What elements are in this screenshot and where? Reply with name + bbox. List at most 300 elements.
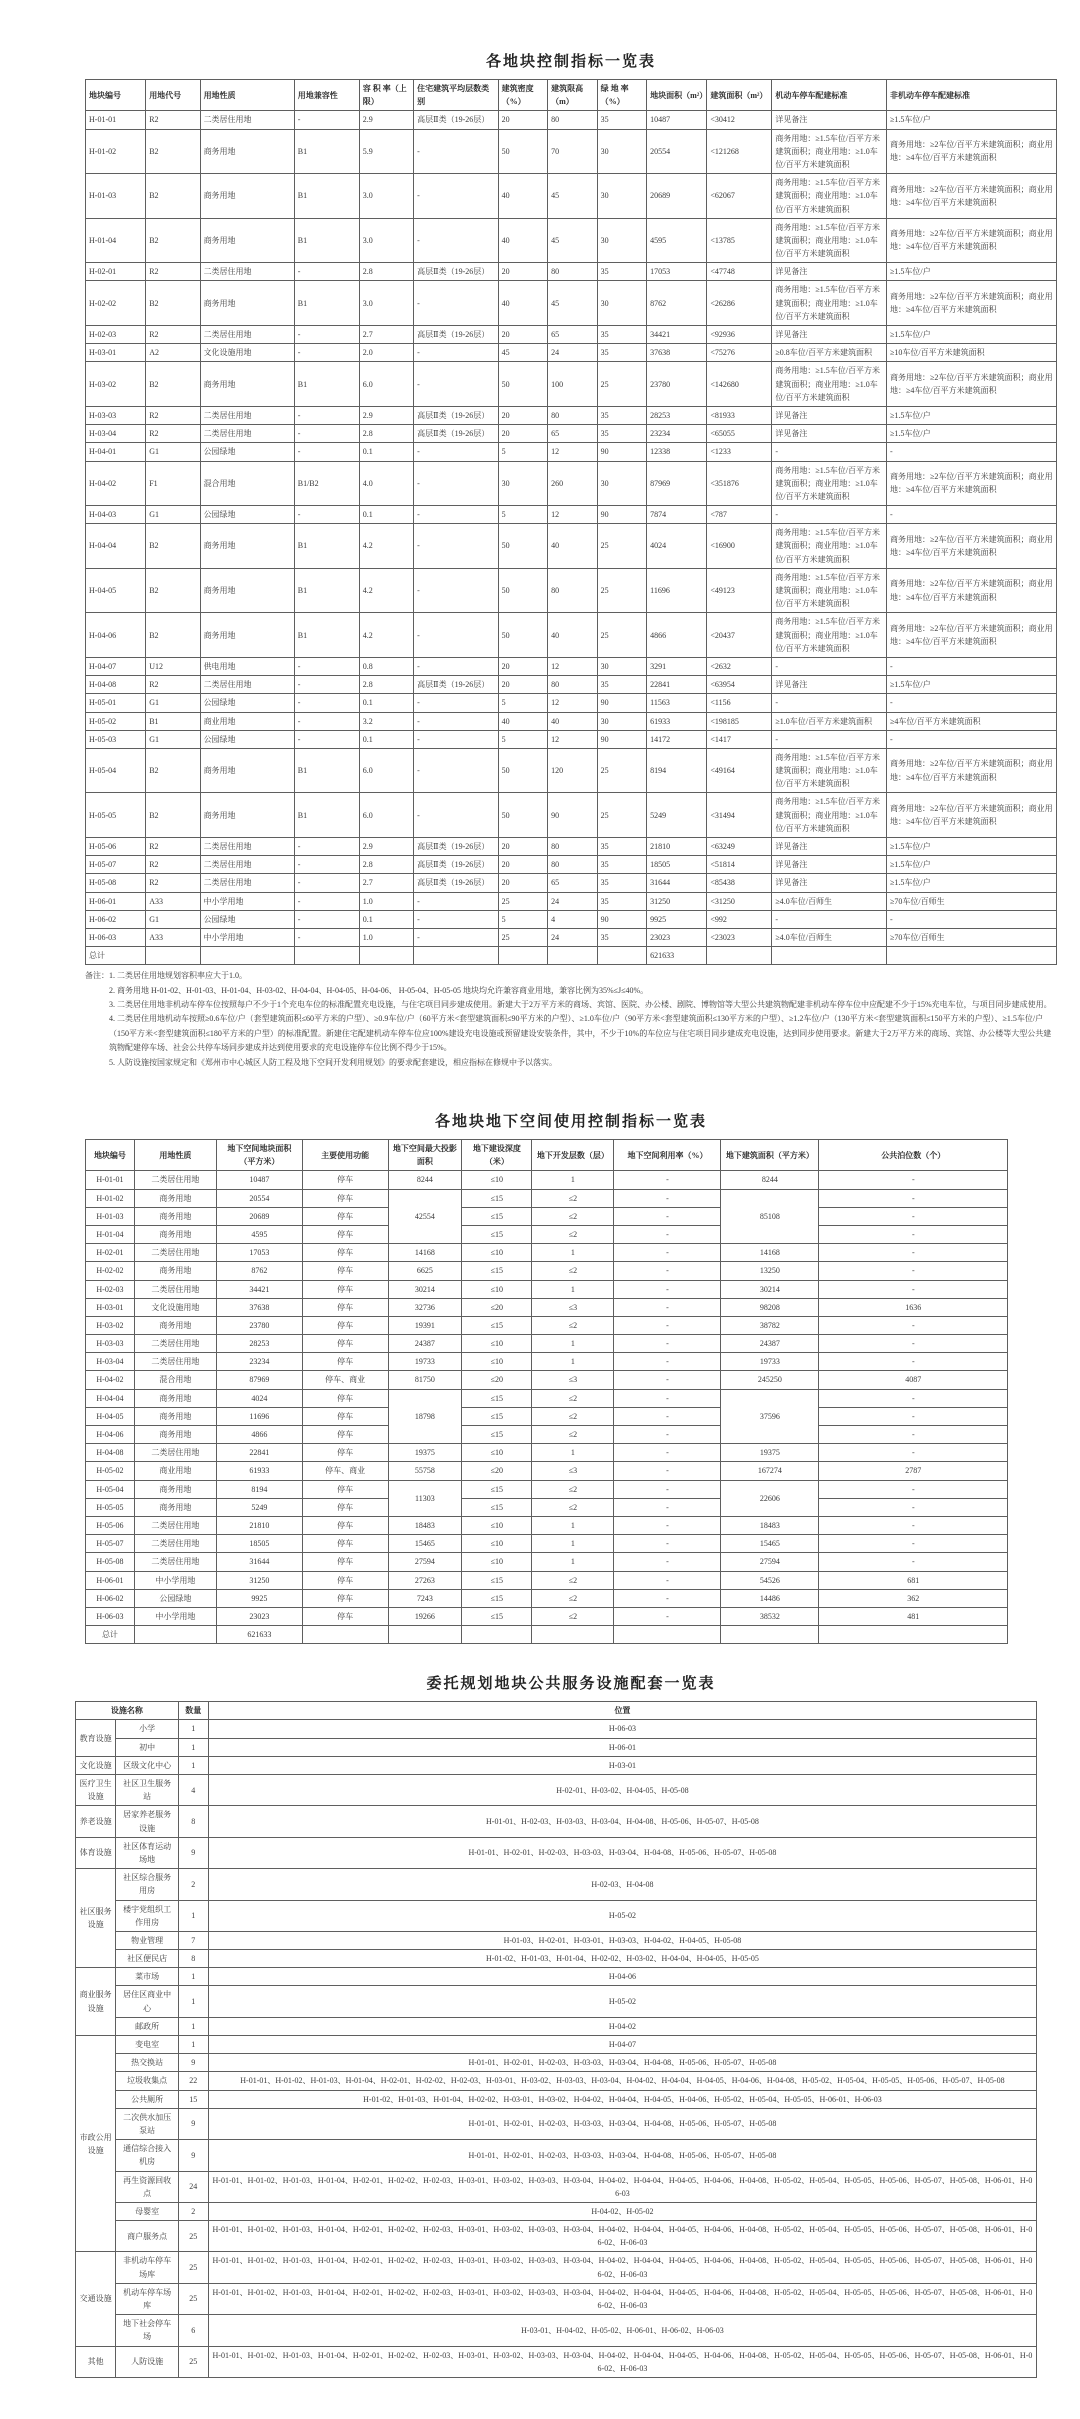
plot-control-cell: 23234 — [647, 425, 707, 443]
plot-control-cell: 30 — [597, 129, 647, 174]
plot-control-cell: 公园绿地 — [200, 730, 294, 748]
underground-cell: 1 — [532, 1553, 614, 1571]
underground-row — [86, 1407, 1008, 1425]
facility-cell: 2 — [178, 2202, 208, 2220]
underground-cell: 停车 — [302, 1607, 388, 1625]
underground-cell: 19733 — [721, 1353, 819, 1371]
facility-row — [76, 2017, 1037, 2035]
facility-cell: 变电室 — [116, 2036, 178, 2054]
plot-control-cell: 0.1 — [359, 443, 413, 461]
facility-row — [76, 2072, 1037, 2090]
plot-control-cell: 公园绿地 — [200, 443, 294, 461]
underground-cell: 1 — [532, 1535, 614, 1553]
underground-cell: 28253 — [216, 1335, 302, 1353]
plot-control-cell: <121268 — [707, 129, 772, 174]
underground-row — [86, 1444, 1008, 1462]
plot-control-cell: B2 — [146, 129, 200, 174]
underground-cell — [302, 1626, 388, 1644]
plot-control-cell: 1.0 — [359, 892, 413, 910]
plot-control-cell: - — [414, 506, 498, 524]
plot-control-cell — [200, 947, 294, 965]
underground-cell: 15465 — [721, 1535, 819, 1553]
underground-cell: - — [614, 1225, 721, 1243]
plot-control-cell: 20 — [498, 838, 548, 856]
underground-row — [86, 1462, 1008, 1480]
underground-cell: - — [819, 1335, 1008, 1353]
underground-cell: 98208 — [721, 1298, 819, 1316]
underground-cell: H-06-03 — [86, 1607, 135, 1625]
facility-row — [76, 2221, 1037, 2252]
underground-cell: 18483 — [721, 1516, 819, 1534]
plot-control-cell: B1 — [294, 568, 359, 613]
facility-cell: 母婴室 — [116, 2202, 178, 2220]
plot-control-cell: B2 — [146, 793, 200, 838]
plot-control-cell: H-03-03 — [86, 406, 146, 424]
plot-control-cell: 17053 — [647, 263, 707, 281]
plot-control-cell: 31250 — [647, 892, 707, 910]
plot-control-cell: 公园绿地 — [200, 910, 294, 928]
plot-control-cell: - — [294, 406, 359, 424]
plot-control-cell: 商务用地 — [200, 362, 294, 407]
plot-control-cell: 80 — [548, 856, 598, 874]
plot-control-cell: 5 — [498, 443, 548, 461]
plot-control-cell: 30 — [597, 657, 647, 675]
underground-cell: ≤20 — [462, 1462, 532, 1480]
plot-control-cell: - — [294, 712, 359, 730]
plot-control-cell: 28253 — [647, 406, 707, 424]
facility-row — [76, 1738, 1037, 1756]
facility-cell: 小学 — [116, 1720, 178, 1738]
plot-control-cell: H-02-01 — [86, 263, 146, 281]
underground-cell: 1 — [532, 1353, 614, 1371]
underground-cell: 245250 — [721, 1371, 819, 1389]
plot-control-cell: 0.1 — [359, 694, 413, 712]
facility-cell: H-01-01、H-02-01、H-02-03、H-03-03、H-03-04、H-04-08、H-05-06、H-05-07、H-05-08 — [208, 1837, 1037, 1868]
underground-header-cell: 地下建设深度（米） — [462, 1140, 532, 1171]
underground-header-cell: 地下建筑面积（平方米） — [721, 1140, 819, 1171]
underground-cell: 商务用地 — [134, 1426, 216, 1444]
underground-cell: 30214 — [721, 1280, 819, 1298]
plot-control-cell: H-05-06 — [86, 838, 146, 856]
facility-row — [76, 1968, 1037, 1986]
plot-control-cell: 4.2 — [359, 524, 413, 569]
plot-control-cell: H-06-03 — [86, 928, 146, 946]
underground-row — [86, 1498, 1008, 1516]
plot-control-cell: 商务用地 — [200, 129, 294, 174]
facility-row — [76, 2202, 1037, 2220]
plot-control-cell: 商务用地：≥2车位/百平方米建筑面积；商业用地：≥4车位/百平方米建筑面积 — [886, 613, 1056, 658]
plot-control-cell: 高层Ⅱ类（19-26层） — [414, 838, 498, 856]
plot-control-cell: 12 — [548, 730, 598, 748]
plot-control-cell: - — [414, 362, 498, 407]
underground-cell: 34421 — [216, 1280, 302, 1298]
facility-row — [76, 2054, 1037, 2072]
plot-control-cell: - — [414, 910, 498, 928]
underground-cell: 停车 — [302, 1335, 388, 1353]
facility-cell: 24 — [178, 2171, 208, 2202]
plot-control-cell: 50 — [498, 793, 548, 838]
underground-row — [86, 1262, 1008, 1280]
plot-control-cell: 总计 — [86, 947, 146, 965]
underground-row — [86, 1207, 1008, 1225]
plot-control-cell: - — [414, 712, 498, 730]
facility-cell: 9 — [178, 2140, 208, 2171]
facility-cell: 1 — [178, 1968, 208, 1986]
underground-cell: H-04-08 — [86, 1444, 135, 1462]
facility-row — [76, 2108, 1037, 2139]
plot-control-cell: 45 — [498, 344, 548, 362]
facility-cell: 通信综合接入机房 — [116, 2140, 178, 2171]
facility-cell: 9 — [178, 2108, 208, 2139]
plot-control-cell: 商务用地：≥2车位/百平方米建筑面积；商业用地：≥4车位/百平方米建筑面积 — [886, 362, 1056, 407]
plot-control-cell: <351876 — [707, 461, 772, 506]
plot-control-cell: H-03-04 — [86, 425, 146, 443]
plot-control-header-cell: 住宅建筑平均层数类别 — [414, 80, 498, 111]
facility-cell: H-04-07 — [208, 2036, 1037, 2054]
facility-cell: 社区服务设施 — [76, 1869, 116, 1968]
plot-control-cell: 35 — [597, 874, 647, 892]
plot-control-cell: 50 — [498, 613, 548, 658]
underground-cell: - — [614, 1535, 721, 1553]
underground-cell: 681 — [819, 1571, 1008, 1589]
plot-control-cell: - — [772, 657, 887, 675]
plot-control-row — [86, 568, 1057, 613]
plot-control-cell: 9925 — [647, 910, 707, 928]
underground-cell: ≤10 — [462, 1535, 532, 1553]
plot-control-header-cell: 建筑限高（m） — [548, 80, 598, 111]
plot-control-cell — [886, 947, 1056, 965]
underground-cell: 商务用地 — [134, 1189, 216, 1207]
underground-cell: H-05-06 — [86, 1516, 135, 1534]
underground-cell: ≤2 — [532, 1426, 614, 1444]
facility-cell: 居住区商业中心 — [116, 1986, 178, 2017]
underground-row — [86, 1316, 1008, 1334]
plot-control-cell: B2 — [146, 613, 200, 658]
plot-control-cell: H-03-01 — [86, 344, 146, 362]
facility-row — [76, 2346, 1037, 2377]
underground-cell: H-01-04 — [86, 1225, 135, 1243]
plot-control-cell: H-01-03 — [86, 174, 146, 219]
underground-cell: 19266 — [388, 1607, 462, 1625]
underground-cell: 30214 — [388, 1280, 462, 1298]
plot-control-cell: R2 — [146, 425, 200, 443]
underground-cell — [819, 1626, 1008, 1644]
plot-control-cell: 1.0 — [359, 928, 413, 946]
underground-cell: ≤20 — [462, 1298, 532, 1316]
underground-cell: ≤3 — [532, 1371, 614, 1389]
underground-row — [86, 1171, 1008, 1189]
underground-cell: - — [819, 1280, 1008, 1298]
facility-header-cell: 数量 — [178, 1702, 208, 1720]
plot-control-row — [86, 892, 1057, 910]
facility-cell: 医疗卫生设施 — [76, 1775, 116, 1806]
underground-cell: - — [819, 1189, 1008, 1207]
plot-control-cell: 5 — [498, 506, 548, 524]
plot-control-cell: 30 — [597, 174, 647, 219]
underground-cell: 13250 — [721, 1262, 819, 1280]
plot-control-cell: 3.2 — [359, 712, 413, 730]
facility-row — [76, 1986, 1037, 2017]
underground-cell: 85108 — [721, 1189, 819, 1244]
facility-cell: 6 — [178, 2315, 208, 2346]
underground-cell: 中小学用地 — [134, 1607, 216, 1625]
plot-control-cell: 65 — [548, 326, 598, 344]
underground-cell: 24387 — [721, 1335, 819, 1353]
underground-cell: 18483 — [388, 1516, 462, 1534]
plot-control-cell: - — [414, 174, 498, 219]
notes-label: 备注： — [85, 971, 109, 981]
underground-cell: - — [614, 1516, 721, 1534]
underground-cell: - — [819, 1389, 1008, 1407]
underground-cell: 1 — [532, 1280, 614, 1298]
plot-control-cell: 5 — [498, 694, 548, 712]
underground-header-cell: 地下开发层数（层） — [532, 1140, 614, 1171]
plot-control-cell: 二类居住用地 — [200, 425, 294, 443]
facility-cell: 25 — [178, 2283, 208, 2314]
underground-cell: 7243 — [388, 1589, 462, 1607]
plot-control-cell: - — [414, 461, 498, 506]
plot-control-cell: - — [294, 892, 359, 910]
plot-control-cell: 7874 — [647, 506, 707, 524]
underground-cell: 二类居住用地 — [134, 1535, 216, 1553]
plot-control-cell: - — [294, 838, 359, 856]
underground-cell: - — [614, 1298, 721, 1316]
plot-control-cell: 2.9 — [359, 406, 413, 424]
note-line-1: 1. 二类居住用地规划容积率应大于1.0。 — [109, 971, 247, 981]
plot-control-cell: 详见备注 — [772, 838, 887, 856]
facility-cell: H-01-01、H-01-02、H-01-03、H-01-04、H-02-01、H-02-02、H-02-03、H-03-01、H-03-02、H-03-03、H-03-04、H-04-02、H-04-04、H-04-05、H-04-06、H-04-08、H-05-02、H-05-04、H-05-05、H-05-06、H-05-07、H-05-08、H-06-01、H-06-02、H-06-03 — [208, 2252, 1037, 2283]
plot-control-cell: 二类居住用地 — [200, 326, 294, 344]
plot-control-cell: 100 — [548, 362, 598, 407]
underground-cell: 38532 — [721, 1607, 819, 1625]
plot-control-cell: <16900 — [707, 524, 772, 569]
underground-cell: 1 — [532, 1335, 614, 1353]
plot-control-cell: 2.8 — [359, 856, 413, 874]
underground-row — [86, 1335, 1008, 1353]
plot-control-cell: <49123 — [707, 568, 772, 613]
plot-control-cell: 61933 — [647, 712, 707, 730]
plot-control-cell: 18505 — [647, 856, 707, 874]
plot-control-cell: - — [886, 694, 1056, 712]
underground-row — [86, 1353, 1008, 1371]
underground-row — [86, 1371, 1008, 1389]
underground-cell: H-04-04 — [86, 1389, 135, 1407]
facility-cell: 体育设施 — [76, 1837, 116, 1868]
underground-cell: - — [614, 1353, 721, 1371]
plot-control-cell: ≥4.0车位/百师生 — [772, 892, 887, 910]
plot-control-cell: <13785 — [707, 218, 772, 263]
plot-control-cell: 4 — [548, 910, 598, 928]
plot-control-cell: ≥1.5车位/户 — [886, 406, 1056, 424]
plot-control-cell: 商务用地：≥2车位/百平方米建筑面积；商业用地：≥4车位/百平方米建筑面积 — [886, 568, 1056, 613]
plot-control-cell: H-04-06 — [86, 613, 146, 658]
underground-cell: 27594 — [388, 1553, 462, 1571]
plot-control-cell — [146, 947, 200, 965]
plot-control-cell: H-04-07 — [86, 657, 146, 675]
underground-cell: 32736 — [388, 1298, 462, 1316]
underground-cell: 二类居住用地 — [134, 1280, 216, 1298]
facility-cell: 菜市场 — [116, 1968, 178, 1986]
plot-control-cell: 11563 — [647, 694, 707, 712]
plot-control-header-cell: 地块编号 — [86, 80, 146, 111]
underground-cell: - — [614, 1498, 721, 1516]
underground-cell: 1636 — [819, 1298, 1008, 1316]
plot-control-cell: B2 — [146, 568, 200, 613]
facility-row — [76, 1950, 1037, 1968]
plot-control-cell: 中小学用地 — [200, 928, 294, 946]
underground-cell: ≤10 — [462, 1171, 532, 1189]
plot-control-cell: - — [414, 218, 498, 263]
facility-cell: 9 — [178, 1837, 208, 1868]
plot-control-cell: 11696 — [647, 568, 707, 613]
underground-row — [86, 1516, 1008, 1534]
plot-control-cell: - — [294, 326, 359, 344]
facility-cell: 2 — [178, 1869, 208, 1900]
plot-control-cell: 0.1 — [359, 910, 413, 928]
plot-control-header-cell: 容 积 率（上限） — [359, 80, 413, 111]
underground-cell: 停车 — [302, 1407, 388, 1425]
plot-control-cell: 50 — [498, 524, 548, 569]
underground-space-table — [85, 1139, 1008, 1644]
plot-control-header-row — [86, 80, 1057, 111]
underground-cell: ≤15 — [462, 1225, 532, 1243]
plot-control-cell: 10487 — [647, 111, 707, 129]
underground-cell: H-02-01 — [86, 1244, 135, 1262]
plot-control-cell: 30 — [597, 712, 647, 730]
underground-cell: 481 — [819, 1607, 1008, 1625]
plot-control-cell: 20554 — [647, 129, 707, 174]
plot-control-cell: 二类居住用地 — [200, 263, 294, 281]
underground-cell: 27263 — [388, 1571, 462, 1589]
facility-cell: H-05-02 — [208, 1986, 1037, 2017]
plot-control-cell: 5 — [498, 730, 548, 748]
plot-control-cell: - — [886, 730, 1056, 748]
underground-cell: H-02-03 — [86, 1280, 135, 1298]
underground-cell: 8244 — [721, 1171, 819, 1189]
plot-control-cell: - — [414, 892, 498, 910]
underground-cell: ≤2 — [532, 1225, 614, 1243]
plot-control-cell: 商务用地：≥2车位/百平方米建筑面积；商业用地：≥4车位/百平方米建筑面积 — [886, 461, 1056, 506]
facility-cell: 4 — [178, 1775, 208, 1806]
facility-cell: H-01-02、H-01-03、H-01-04、H-02-02、H-03-01、H-03-02、H-04-02、H-04-04、H-04-05、H-04-06、H-05-02、H-05-04、H-05-05、H-06-01、H-06-03 — [208, 2090, 1037, 2108]
facility-cell: H-01-01、H-02-01、H-02-03、H-03-03、H-03-04、H-04-08、H-05-06、H-05-07、H-05-08 — [208, 2054, 1037, 2072]
underground-cell: ≤2 — [532, 1571, 614, 1589]
facility-cell: H-02-01、H-03-02、H-04-05、H-05-08 — [208, 1775, 1037, 1806]
plot-control-cell: B1 — [294, 613, 359, 658]
facility-cell: 22 — [178, 2072, 208, 2090]
plot-control-cell: 34421 — [647, 326, 707, 344]
plot-control-cell: 2.9 — [359, 838, 413, 856]
facility-header-cell: 设施名称 — [76, 1702, 179, 1720]
facility-cell: 其他 — [76, 2346, 116, 2377]
underground-cell: ≤15 — [462, 1389, 532, 1407]
underground-cell: 11303 — [388, 1480, 462, 1516]
facility-cell: H-05-02 — [208, 1900, 1037, 1931]
underground-cell: 4024 — [216, 1389, 302, 1407]
plot-control-cell: 40 — [498, 281, 548, 326]
underground-cell: 20554 — [216, 1189, 302, 1207]
underground-cell: H-01-03 — [86, 1207, 135, 1225]
plot-control-cell: ≥1.5车位/户 — [886, 425, 1056, 443]
plot-control-cell: - — [886, 657, 1056, 675]
plot-control-cell: 65 — [548, 425, 598, 443]
plot-control-cell: <26286 — [707, 281, 772, 326]
facility-row — [76, 1931, 1037, 1949]
underground-cell: H-05-02 — [86, 1462, 135, 1480]
plot-control-cell: R2 — [146, 326, 200, 344]
underground-cell: H-03-01 — [86, 1298, 135, 1316]
plot-control-header-cell: 建筑面积（m²） — [707, 80, 772, 111]
plot-control-header-cell: 地块面积（m²） — [647, 80, 707, 111]
underground-cell: - — [819, 1516, 1008, 1534]
plot-control-cell: 25 — [597, 748, 647, 793]
plot-control-cell: 商务用地：≥1.5车位/百平方米建筑面积；商业用地：≥1.0车位/百平方米建筑面积 — [772, 793, 887, 838]
plot-control-row — [86, 362, 1057, 407]
facility-cell: H-01-01、H-02-01、H-02-03、H-03-03、H-03-04、H-04-08、H-05-06、H-05-07、H-05-08 — [208, 2108, 1037, 2139]
underground-cell: 14486 — [721, 1589, 819, 1607]
plot-control-cell: H-01-01 — [86, 111, 146, 129]
underground-cell — [134, 1626, 216, 1644]
plot-control-cell: H-05-04 — [86, 748, 146, 793]
facility-cell: 邮政所 — [116, 2017, 178, 2035]
underground-cell: 二类居住用地 — [134, 1353, 216, 1371]
underground-row — [86, 1426, 1008, 1444]
underground-row — [86, 1571, 1008, 1589]
underground-cell: 停车 — [302, 1589, 388, 1607]
facility-row — [76, 1869, 1037, 1900]
facility-cell: 25 — [178, 2252, 208, 2283]
facility-cell: 初中 — [116, 1738, 178, 1756]
table1-title: 各地块控制指标一览表 — [485, 54, 656, 70]
plot-control-cell: - — [414, 793, 498, 838]
plot-control-cell — [294, 947, 359, 965]
underground-cell: - — [614, 1316, 721, 1334]
underground-cell: H-02-02 — [86, 1262, 135, 1280]
plot-control-cell: ≥70车位/百师生 — [886, 928, 1056, 946]
plot-control-cell: G1 — [146, 443, 200, 461]
plot-control-cell: 商务用地 — [200, 524, 294, 569]
plot-control-cell: 4866 — [647, 613, 707, 658]
plot-control-cell: <62067 — [707, 174, 772, 219]
plot-control-cell: G1 — [146, 694, 200, 712]
plot-control-cell: 50 — [498, 362, 548, 407]
plot-control-cell: 45 — [548, 281, 598, 326]
underground-cell: 19375 — [388, 1444, 462, 1462]
underground-cell: 38782 — [721, 1316, 819, 1334]
underground-cell: 8762 — [216, 1262, 302, 1280]
note-line-4: 4. 二类居住用地机动车按照≥0.6车位/户（套型建筑面积≤60平方米的户型）、≥0.9车位/户（60平方米<套型建筑面积≤90平方米的户型）、≥1.0车位/户（90平方米<套型建筑面积≤130平方米的户型）、≥1.2车位/户（130平方米<套型建筑面积≤150平方米的户型）、≥1.5车位/户（150平方米<套型建筑面积≤180平方米的户型）的标准配置。新建住宅配建机动车停车位应100%建设充电设施或预留建设安装条件，其中，不少于10%的车位应与住宅项目同步建成充电设施，达到同步使用要求。新建大于2万平方米的商场、宾馆、办公楼等大型公共建筑物配建停车场、社会公共停车场同步建成并达到使用要求的充电设施停车位比例不得少于15%。 — [109, 1014, 1052, 1053]
plot-control-row — [86, 281, 1057, 326]
underground-row — [86, 1589, 1008, 1607]
table1-notes — [85, 969, 1057, 1070]
plot-control-row — [86, 111, 1057, 129]
plot-control-cell: B1 — [294, 174, 359, 219]
plot-control-cell: 商务用地：≥1.5车位/百平方米建筑面积；商业用地：≥1.0车位/百平方米建筑面积 — [772, 524, 887, 569]
plot-control-indicators-table — [85, 79, 1057, 965]
plot-control-cell: 2.7 — [359, 874, 413, 892]
plot-control-cell: ≥1.5车位/户 — [886, 111, 1056, 129]
plot-control-cell: - — [294, 856, 359, 874]
underground-cell: 二类居住用地 — [134, 1553, 216, 1571]
underground-row — [86, 1244, 1008, 1262]
underground-cell: - — [819, 1316, 1008, 1334]
underground-cell: 停车、商业 — [302, 1371, 388, 1389]
plot-control-cell: R2 — [146, 111, 200, 129]
underground-cell: 商务用地 — [134, 1262, 216, 1280]
plot-control-row — [86, 947, 1057, 965]
plot-control-cell: 2.8 — [359, 263, 413, 281]
underground-row — [86, 1298, 1008, 1316]
